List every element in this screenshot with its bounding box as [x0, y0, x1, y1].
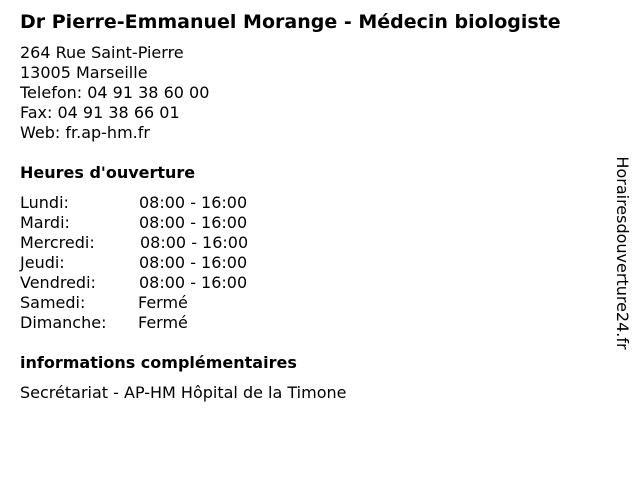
contact-block — [20, 43, 209, 143]
hours-row-sunday — [20, 313, 280, 333]
hours-row-tuesday — [20, 213, 280, 233]
day-label: Mardi: — [20, 213, 70, 232]
day-label: Samedi: — [20, 293, 86, 312]
hours-row-friday — [20, 273, 280, 293]
day-label: Mercredi: — [20, 233, 95, 252]
site-watermark: Horairesdouverture24.fr — [613, 156, 632, 350]
additional-info-heading: informations complémentaires — [20, 353, 297, 372]
day-label: Vendredi: — [20, 273, 96, 292]
page-title: Dr Pierre-Emmanuel Morange - Médecin biologiste — [20, 11, 561, 33]
fax-number: Fax: 04 91 38 66 01 — [20, 103, 180, 122]
opening-hours-table — [20, 193, 280, 333]
day-label: Jeudi: — [20, 253, 65, 272]
phone-number: Telefon: 04 91 38 60 00 — [20, 83, 210, 102]
hours-row-wednesday — [20, 233, 280, 253]
hours-row-thursday — [20, 253, 280, 273]
additional-info-text: Secrétariat - AP-HM Hôpital de la Timone — [20, 383, 347, 402]
time-value: 08:00 - 16:00 — [139, 273, 248, 292]
day-label: Dimanche: — [20, 313, 107, 332]
website: Web: fr.ap-hm.fr — [20, 123, 150, 142]
time-value: 08:00 - 16:00 — [140, 233, 249, 252]
time-value: Fermé — [138, 313, 188, 332]
hours-row-monday — [20, 193, 280, 213]
address-street: 264 Rue Saint-Pierre — [20, 43, 184, 62]
hours-row-saturday — [20, 293, 280, 313]
time-value: 08:00 - 16:00 — [139, 193, 248, 212]
opening-hours-heading: Heures d'ouverture — [20, 163, 196, 182]
time-value: 08:00 - 16:00 — [139, 253, 248, 272]
time-value: Fermé — [138, 293, 188, 312]
time-value: 08:00 - 16:00 — [139, 213, 248, 232]
address-city: 13005 Marseille — [20, 63, 148, 82]
day-label: Lundi: — [20, 193, 69, 212]
